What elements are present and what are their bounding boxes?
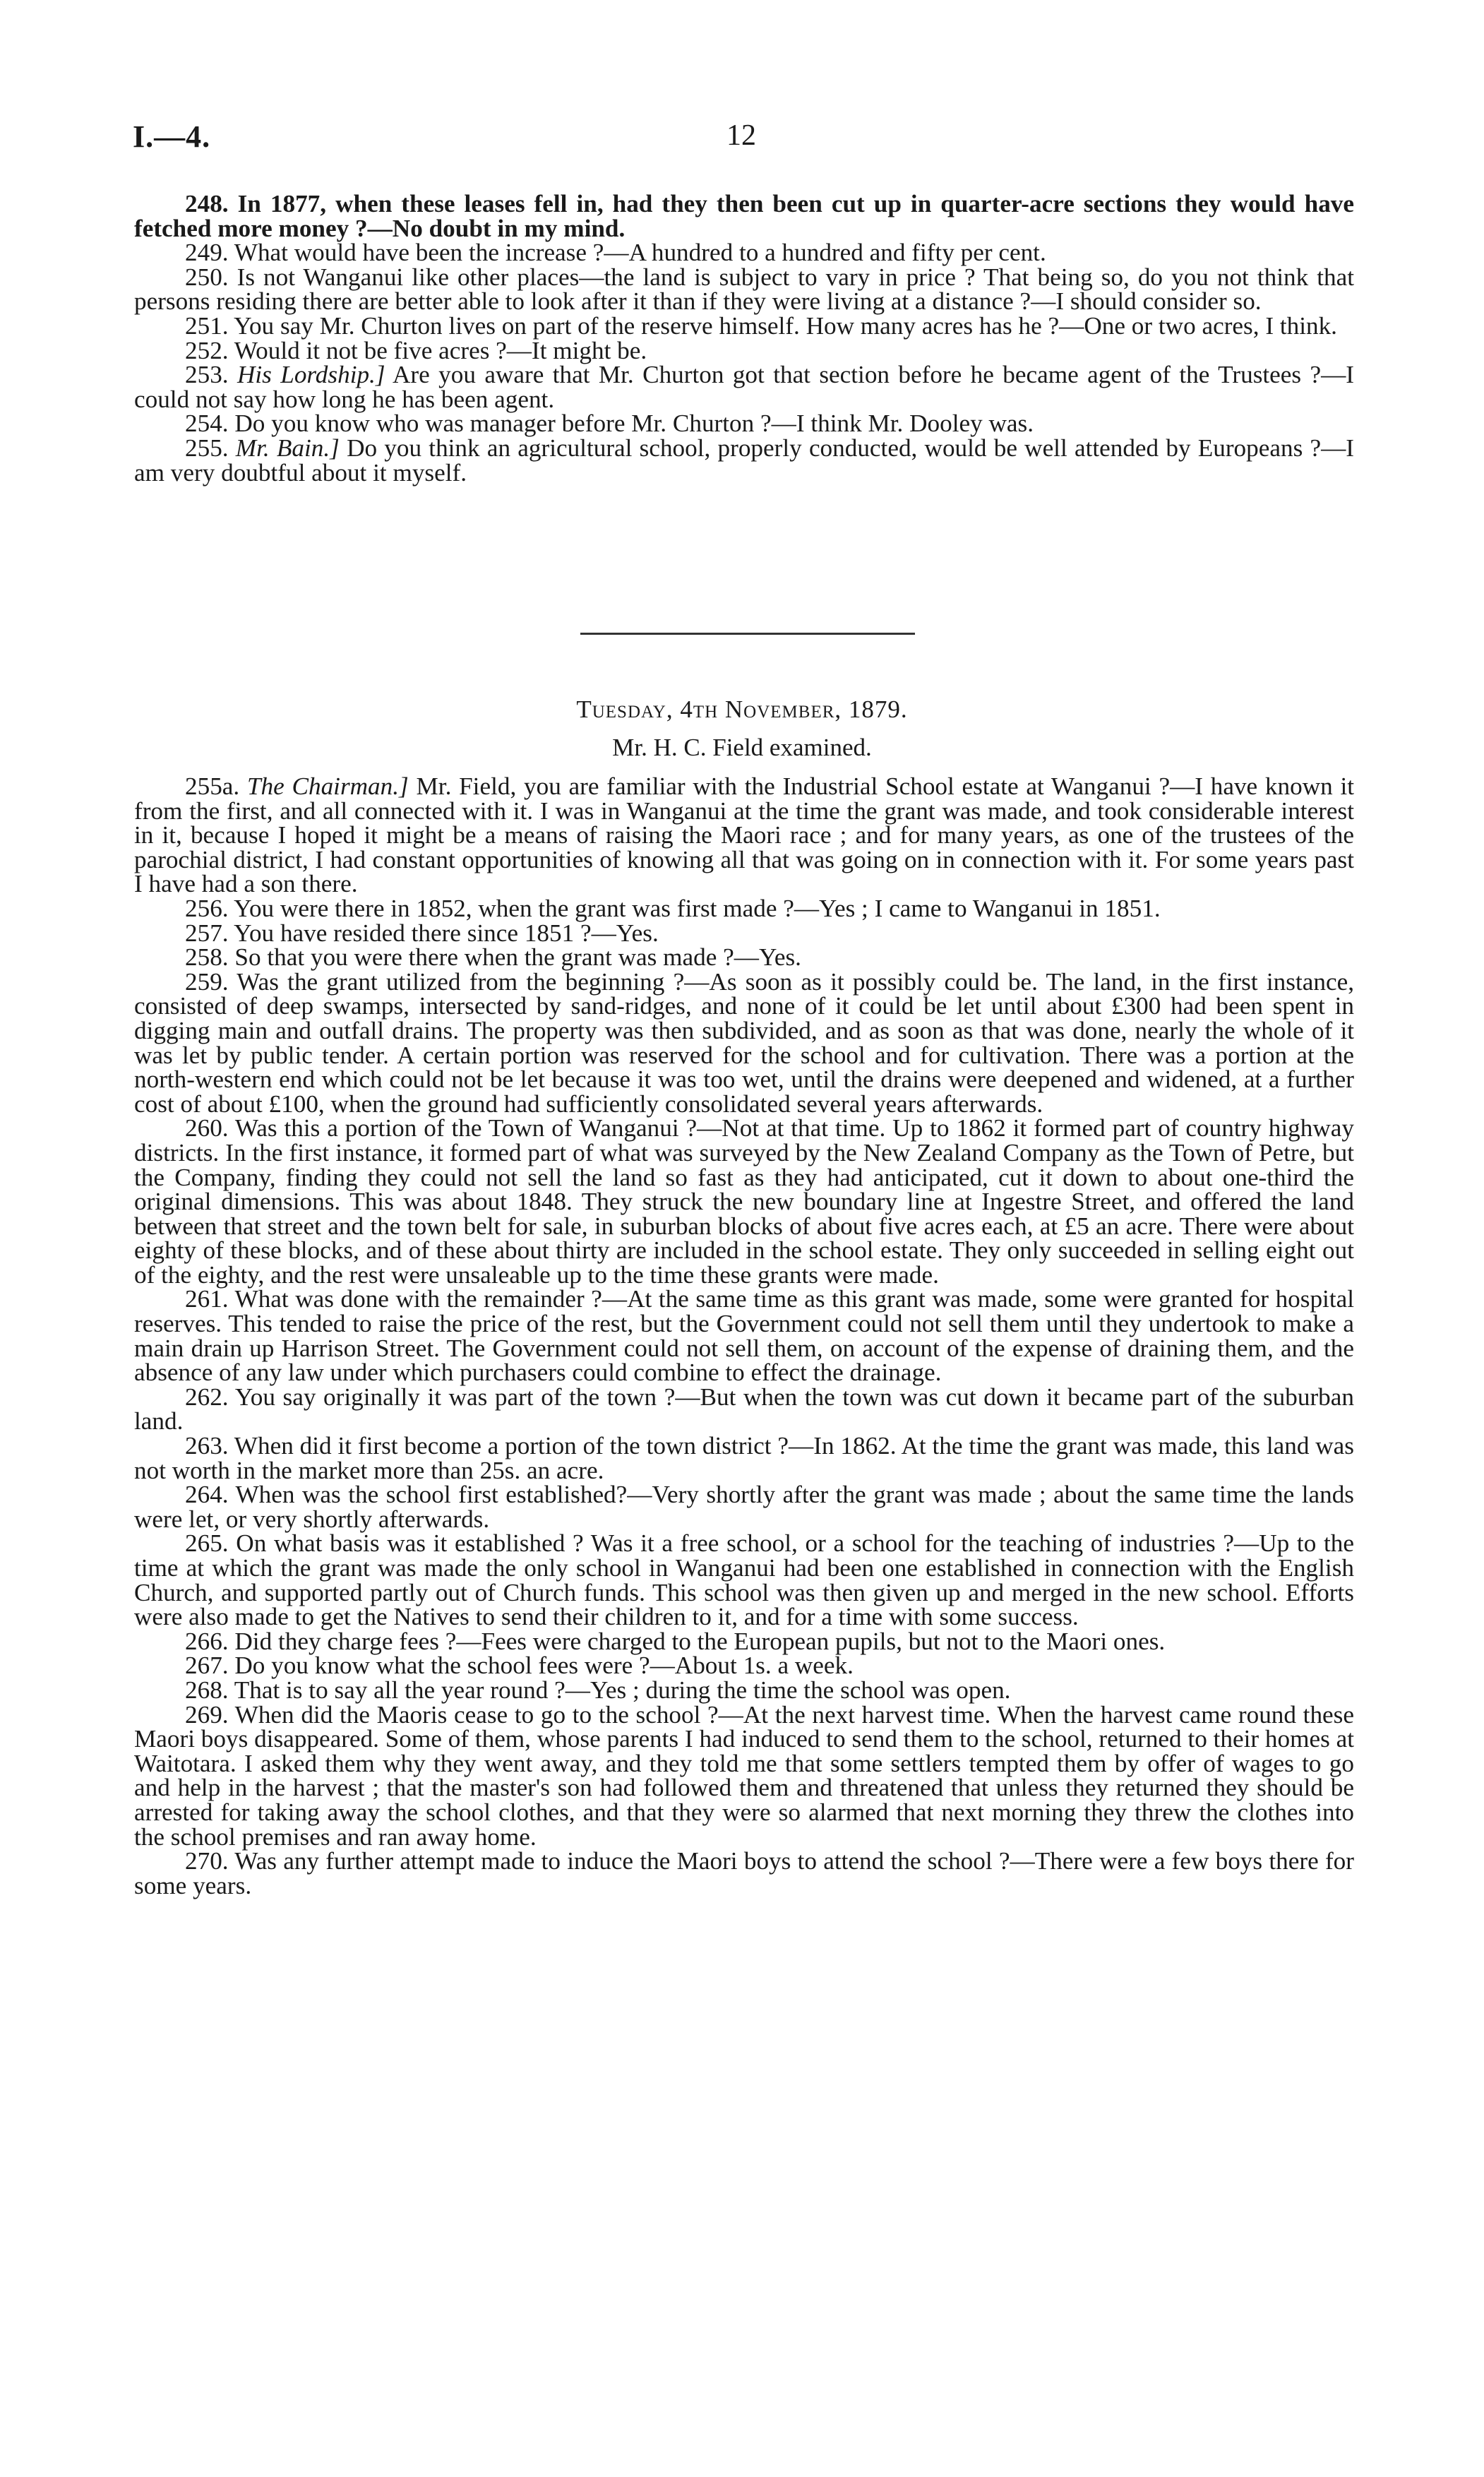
question-number: 251.	[185, 311, 229, 340]
question-text: Was this a portion of the Town of Wanganui ?—Not at that time. Up to 1862 it formed part of country highway districts. In the first instance, it formed part of what was surveyed by the New Zealand Company as the Town of Petre, but the Company, finding they could not sell the land so fast as they had anticipated, cut it down to about one-third the original dimensions. This was about 1848. They struck the new boundary line at Ingestre Street, and offered the land between that street and the town belt for sale, in suburban blocks of about five acres each, at £5 an acre. There were about eighty of these blocks, and of these about thirty are included in the school estate. They only succeeded in selling eight out of the eighty, and the rest were unsaleable up to the time these grants were made.	[134, 1114, 1354, 1289]
question-number: 257.	[185, 919, 229, 947]
question-paragraph	[134, 192, 1354, 241]
question-paragraph	[134, 1529, 1354, 1631]
question-text: What would have been the increase ?—A hundred to a hundred and fifty per cent.	[234, 239, 1046, 267]
question-text: On what basis was it established ? Was it a free school, or a school for the teaching of industries ?—Up to the time at which the grant was made the only school in Wanganui had been one established in connection with the English Church, and supported partly out of Church funds. This school was then given up and merged in the new school. Efforts were also made to get the Natives to send their children to it, and for a time with some success.	[134, 1529, 1354, 1631]
question-number: 267.	[185, 1652, 229, 1680]
question-paragraph	[134, 1483, 1354, 1532]
date-heading: Tuesday, 4th November, 1879.	[576, 696, 908, 723]
question-number: 255a.	[185, 772, 240, 800]
question-paragraph	[134, 1849, 1354, 1898]
question-text: When did the Maoris cease to go to the school ?—At the next harvest time. When the harvest came round these Maori boys disappeared. Some of them, whose parents I had induced to send them to the school, returned to their homes at Waitotara. I asked them why they went away, and they told me that some settlers tempted them by offer of wages to go and help in the harvest ; that the master's son had followed them and threatened that unless they returned they should be arrested for taking away the school clothes, and that they were so alarmed that next morning they threw the clothes into the school premises and ran away home.	[134, 1700, 1354, 1851]
question-paragraph	[134, 1678, 1354, 1703]
question-text: That is to say all the year round ?—Yes ; during the time the school was open.	[234, 1676, 1011, 1704]
question-text: You say originally it was part of the town ?—But when the town was cut down it became part of the suburban land.	[134, 1383, 1354, 1436]
question-number: 249.	[185, 239, 229, 267]
question-text: You have resided there since 1851 ?—Yes.	[234, 919, 659, 947]
question-paragraph	[134, 1116, 1354, 1287]
question-number: 252.	[185, 336, 229, 364]
question-number: 266.	[185, 1627, 229, 1655]
question-text: Was any further attempt made to induce the Maori boys to attend the school ?—There were a few boys there for some years.	[134, 1847, 1354, 1899]
question-paragraph	[134, 336, 1354, 364]
page-number: 12	[726, 119, 756, 152]
question-number: 254.	[185, 410, 229, 438]
section-divider	[580, 633, 915, 635]
question-text: Do you know who was manager before Mr. Churton ?—I think Mr. Dooley was.	[234, 410, 1034, 438]
question-number: 270.	[185, 1847, 229, 1875]
question-number: 264.	[185, 1481, 229, 1509]
question-number: 253.	[185, 361, 229, 389]
question-paragraph	[134, 1434, 1354, 1483]
question-text: You say Mr. Churton lives on part of the reserve himself. How many acres has he ?—One or two acres, I think.	[234, 311, 1337, 340]
question-text: You were there in 1852, when the grant was first made ?—Yes ; I came to Wanganui in 1851.	[234, 894, 1161, 922]
speaker-label: His Lordship.]	[237, 361, 385, 389]
question-text: When did it first become a portion of the town district ?—In 1862. At the time the grant was made, this land was not worth in the market more than 25s. an acre.	[134, 1432, 1354, 1484]
question-number: 255.	[185, 434, 229, 462]
question-number: 261.	[185, 1285, 229, 1313]
speaker-label: Mr. Bain.]	[235, 434, 340, 462]
question-number: 258.	[185, 943, 229, 972]
question-number: 250.	[185, 263, 229, 291]
question-number: 263.	[185, 1432, 229, 1460]
speaker-label: The Chairman.]	[246, 772, 409, 800]
question-text: Do you think an agricultural school, properly conducted, would be well attended by Europeans ?—I am very doubtful about it myself.	[134, 434, 1354, 487]
question-text: Would it not be five acres ?—It might be.	[234, 336, 647, 364]
document-reference: I.—4.	[133, 119, 211, 154]
question-paragraph	[134, 1627, 1354, 1655]
question-text: When was the school first established?—Very shortly after the grant was made ; about the same time the lands were let, or very shortly afterwards.	[134, 1481, 1354, 1533]
question-text: Was the grant utilized from the beginning ?—As soon as it possibly could be. The land, in the first instance, consisted of deep swamps, intersected by sand-ridges, and none of it could be let until about £300 had been spent in digging main and outfall drains. The property was then subdivided, and as soon as that was done, nearly the whole of it was let by public tender. A certain portion was reserved for the school and for cultivation. There was a portion at the north-western end which could not be let because it was too wet, until the drains were deepened and widened, at a further cost of about £100, when the ground had sufficiently consolidated several years afterwards.	[134, 967, 1354, 1118]
question-text: In 1877, when these leases fell in, had they then been cut up in quarter-acre sections they would have fetched more money ?—No doubt in my mind.	[134, 190, 1355, 242]
question-paragraph	[134, 241, 1354, 265]
question-text: Mr. Field, you are familiar with the Industrial School estate at Wanganui ?—I have known it from the first, and all connected with it. I was in Wanganui at the time the grant was made, and took considerable interest in it, because I hoped it might be a means of raising the Maori race ; and for many years, as one of the trustees of the parochial district, I had constant opportunities of knowing all that was going on in connection with it. For some years past I have had a son there.	[134, 772, 1355, 898]
witness-heading: Mr. H. C. Field examined.	[612, 734, 872, 761]
question-number: 268.	[185, 1676, 229, 1704]
question-text: Did they charge fees ?—Fees were charged to the European pupils, but not to the Maori ones.	[234, 1627, 1166, 1655]
question-paragraph	[134, 1385, 1354, 1434]
question-paragraph	[134, 945, 1354, 970]
question-number: 259.	[185, 967, 229, 996]
testimony-block-1	[134, 192, 1354, 485]
question-paragraph	[134, 436, 1354, 485]
question-paragraph	[134, 265, 1354, 314]
question-number: 260.	[185, 1114, 229, 1142]
question-text: What was done with the remainder ?—At the same time as this grant was made, some were granted for hospital reserves. This tended to raise the price of the rest, but the Government could not sell them until they undertook to make a main drain up Harrison Street. The Government could not sell them, on account of the expense of draining them, and the absence of any law under which purchasers could combine to effect the drainage.	[134, 1285, 1354, 1387]
question-paragraph	[134, 1287, 1354, 1385]
question-paragraph	[134, 1700, 1354, 1851]
question-number: 265.	[185, 1529, 229, 1558]
question-text: Are you aware that Mr. Churton got that section before he became agent of the Trustees ?—I could not say how long he has been agent.	[134, 361, 1355, 413]
question-paragraph	[134, 412, 1354, 436]
question-paragraph	[134, 921, 1354, 946]
question-paragraph	[134, 772, 1355, 898]
question-text: Do you know what the school fees were ?—About 1s. a week.	[234, 1652, 854, 1680]
testimony-block-2	[134, 772, 1355, 1899]
question-paragraph	[134, 967, 1354, 1118]
question-paragraph	[134, 363, 1354, 412]
question-paragraph	[134, 894, 1354, 922]
question-text: So that you were there when the grant was made ?—Yes.	[234, 943, 801, 972]
question-number: 269.	[185, 1700, 229, 1729]
question-paragraph	[134, 1654, 1354, 1678]
question-number: 248.	[185, 190, 229, 217]
question-number: 256.	[185, 894, 229, 922]
question-paragraph	[134, 311, 1354, 340]
question-number: 262.	[185, 1383, 229, 1411]
question-text: Is not Wanganui like other places—the land is subject to vary in price ? That being so, do you not think that persons residing there are better able to look after it than if they were living at a distance ?—I should consider so.	[134, 263, 1354, 316]
